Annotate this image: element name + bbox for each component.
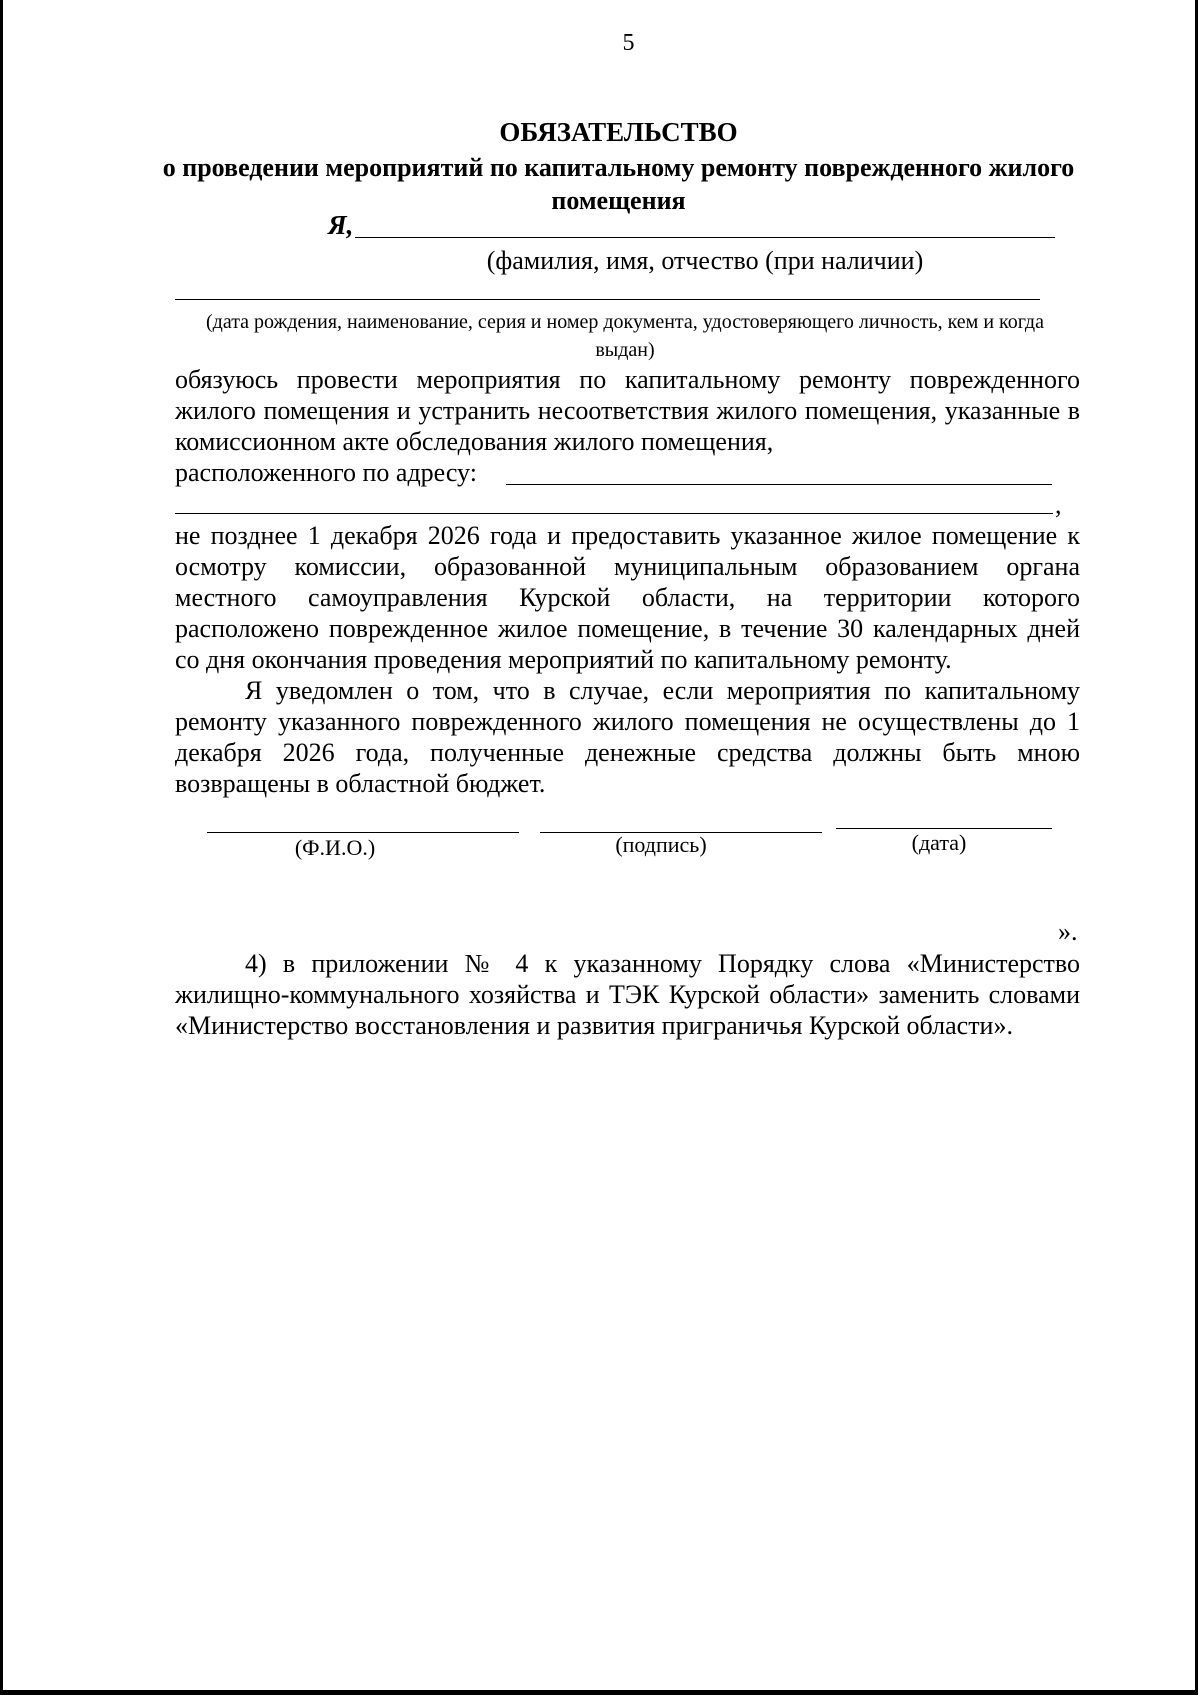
document-subtitle: о проведении мероприятий по капитальному ремонту поврежденного жилого помещения — [162, 153, 1075, 215]
document-title: ОБЯЗАТЕЛЬСТВО — [499, 117, 738, 147]
signature-sign-label: (подпись) — [615, 832, 707, 857]
paragraph-deadline: не позднее 1 декабря 2026 года и предоставить указанное жилое помещение к осмотру комиссии, образованной муниципальным образованием органа местного самоуправления Курской области, на территории которого расположено поврежденное жилое помещение, в течение 30 календарных дней со дня окончания проведения мероприятий по капитальному ремонту. — [175, 521, 1080, 674]
address-blank-line-1 — [506, 484, 1052, 485]
pronoun-label: Я, — [328, 210, 354, 240]
signature-date-label: (дата) — [911, 830, 967, 855]
fio-caption: (фамилия, имя, отчество (при наличии) — [486, 246, 924, 275]
paragraph-amendment: 4) в приложении № 4 к указанному Порядку слова «Министерство жилищно-коммунального хозяйства и ТЭК Курской области» заменить словами «Министерство восстановления и развития приграничья Курской области». — [175, 949, 1080, 1040]
address-label: расположенного по адресу: — [175, 458, 477, 487]
page-number: 5 — [622, 30, 635, 56]
id-blank-line — [175, 299, 1040, 300]
paragraph-notice: Я уведомлен о том, что в случае, если мероприятия по капитальному ремонту указанного поврежденного жилого помещения не осуществлены до 1 декабря 2026 года, полученные денежные средства должны быть мною возвращены в областной бюджет. — [175, 676, 1080, 798]
id-caption: (дата рождения, наименование, серия и номер документа, удостоверяющего личность, кем и когда выдан) — [206, 311, 1044, 361]
signature-fio-line — [207, 832, 519, 833]
closing-quote: ». — [1058, 917, 1078, 946]
address-comma: , — [1055, 490, 1062, 519]
paragraph-obligation: обязуюсь провести мероприятия по капитальному ремонту поврежденного жилого помещения и устранить несоответствия жилого помещения, указанные в комиссионном акте обследования жилого помещения, — [175, 365, 1080, 456]
signature-date-line — [836, 828, 1052, 829]
fio-blank-line — [355, 237, 1055, 238]
address-blank-line-2 — [175, 513, 1053, 514]
signature-fio-label: (Ф.И.О.) — [294, 835, 376, 860]
